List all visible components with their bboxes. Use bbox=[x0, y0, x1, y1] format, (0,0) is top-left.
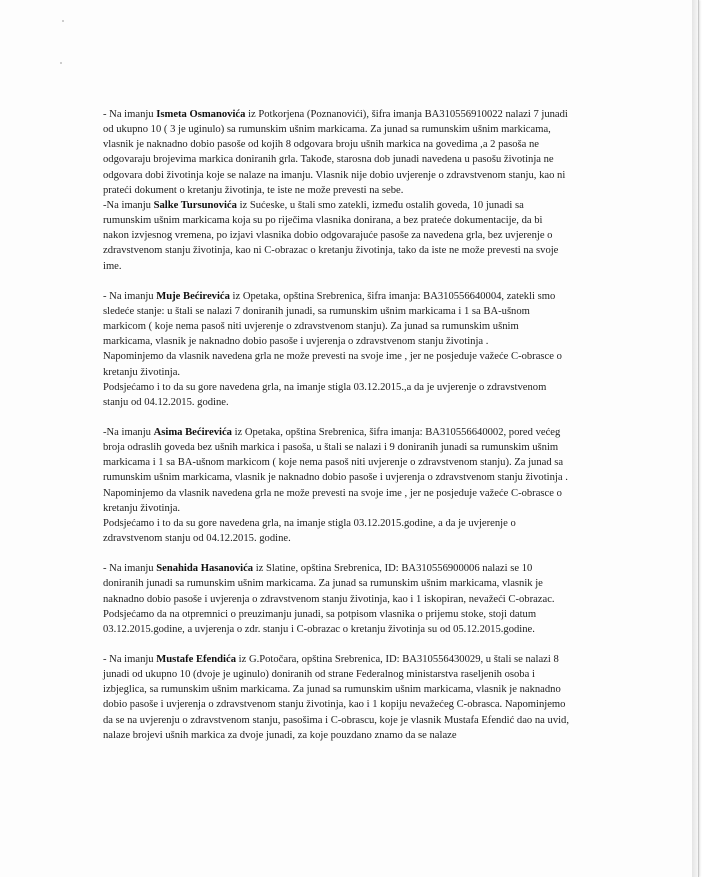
paragraph-gap bbox=[103, 546, 571, 561]
paragraph-asim-becirevic bbox=[103, 425, 571, 486]
paragraph-lead: - Na imanju bbox=[103, 290, 157, 302]
paragraph-efendic bbox=[103, 652, 571, 743]
paragraph-lead: - Na imanju bbox=[103, 109, 157, 120]
paragraph-note: Napominjemo da vlasnik navedena grla ne može prevesti na svoje ime , jer ne posjeduje važeće C-obrasce o kretanju životinja. bbox=[103, 487, 562, 514]
owner-name: Mustafe Efendića bbox=[156, 654, 236, 665]
owner-name: Salke Tursunovića bbox=[153, 199, 237, 211]
scan-speck bbox=[62, 20, 64, 22]
paragraph-lead: - Na imanju bbox=[103, 654, 157, 665]
paragraph-text: iz G.Potočara, opština Srebrenica, ID: BA310556430029, u štali se nalazi 8 junadi od ukupno 10 (dvoje je uginulo) doniranih od strane Federalnog ministarstva raseljenih osoba i izbjeglica, sa rumunskim ušnim markicama. Za junad sa rumunskim ušnim markicama, vlasnik je naknadno dobio pasoše i uvjerenja o zdravstvenom stanju životinja, kao i 1 kopiju nevažećeg C-obrasca. Napominjemo da se na uvjerenju o zdravstvenom stanju, pasošima i C-obrascu, koje je vlasnik Mustafa Efendić dao na uvid, nalaze brojevi ušnih markica za dvoje junadi, za koje pouzdano znamo da se nalaze bbox=[103, 654, 570, 741]
paragraph-lead: -Na imanju bbox=[103, 199, 154, 211]
page-edge-shadow bbox=[692, 0, 698, 877]
owner-name: Ismeta Osmanovića bbox=[156, 109, 246, 120]
paragraph-text: iz Slatine, opština Srebrenica, ID: BA310556900006 nalazi se 10 doniranih junadi sa rumunskim ušnim markicama. Za junad sa rumunskim ušnim markicama, vlasnik je naknadno dobio pasoše i uvjerenja o zdravstvenom stanju životinja, kao i 1 iskopiran, nevažeći C-obrazac. bbox=[103, 563, 555, 605]
paragraph-gap bbox=[103, 274, 571, 289]
paragraph-note: Podsjećamo i to da su gore navedena grla, na imanje stigla 03.12.2015.,a da je uvjerenje o zdravstvenom stanju od 04.12.2015. godine. bbox=[103, 381, 547, 408]
paragraph-gap bbox=[103, 410, 571, 425]
paragraph-text: iz Opetaka, opština Srebrenica, šifra imanja: BA310556640004, zatekli smo sledeće stanje: u štali se nalazi 7 doniranih junadi, sa rumunskim ušnim markicama i 1 sa BA-ušnom markicom ( koje nema pasoš niti uvjerenje o zdravstvenom stanju). Za junad sa rumunskim ušnim markicama, vlasnik je naknadno dobio pasoše i uvjerenja o zdravstvenom stanju životinja . bbox=[103, 290, 556, 348]
document-body bbox=[103, 107, 571, 743]
paragraph-lead: -Na imanju bbox=[103, 426, 154, 438]
paragraph-note: Podsjećamo da na otpremnici o preuzimanju junadi, sa potpisom vlasnika o prijemu stoke, stoji datum 03.12.2015.godine, a uvjerenja o zdr. stanju i C-obrazac o kretanju životinja su od 05.12.2015.godine. bbox=[103, 608, 537, 635]
paragraph-muje-becirevic bbox=[103, 289, 571, 350]
paragraph-note: Napominjemo da vlasnik navedena grla ne može prevesti na svoje ime , jer ne posjeduje važeće C-obrasce o kretanju životinja. bbox=[103, 351, 562, 378]
owner-name: Muje Bećirevića bbox=[156, 290, 230, 302]
paragraph-gap bbox=[103, 637, 571, 652]
owner-name: Senahida Hasanovića bbox=[156, 563, 254, 575]
paragraph-text: iz Potkorjena (Poznanovići), šifra imanja BA310556910022 nalazi 7 junadi od ukupno 10 ( 3 je uginulo) sa rumunskim ušnim markicama. Za junad sa rumunskim ušnim markicama, vlasnik je naknadno dobio pasoše od kojih 8 odgovara broju ušnih markica na govedima ,a 2 pasoša ne odgovaraju brojevima markica doniranih grla. Takođe, starosna dob junadi navedena u pasošu životinja ne odgovara dobi životinja koje se nalaze na imanju. Vlasnik nije dobio uvjerenje o zdravstvenom stanju, kao ni prateći dokument o kretanju životinja, te iste ne može prevesti na sebe. bbox=[103, 109, 568, 196]
scan-speck bbox=[60, 62, 62, 64]
paragraph-tursunovic bbox=[103, 198, 571, 274]
owner-name: Asima Bećirevića bbox=[153, 426, 232, 438]
paragraph-note: Podsjećamo i to da su gore navedena grla, na imanje stigla 03.12.2015.godine, a da je uvjerenje o zdravstvenom stanju od 04.12.2015. godine. bbox=[103, 517, 516, 545]
paragraph-text: iz Sućeske, u štali smo zatekli, između ostalih goveda, 10 junadi sa rumunskim ušnim markicama koja su po riječima vlasnika donirana, a bez prateće dokumentacije, da bi nakon izvjesnog vremena, po izjavi vlasnika dobio odgovarajuće pasoše za navedena grla, bez uvjerenje o zdravstvenom stanju životinja, kao ni C-obrazac o kretanju životinja, tako da iste ne može prevesti na svoje ime. bbox=[103, 199, 559, 272]
paragraph-hasanovic bbox=[103, 561, 571, 606]
paragraph-text: iz Opetaka, opština Srebrenica, šifra imanja: BA310556640002, pored većeg broja odraslih goveda bez ušnih markica i pasoša, u štali se nalazi i 9 doniranih junadi sa rumunskim ušnim markicama i 1 sa BA-ušnom markicom ( koje nema pasoš niti uvjerenje o zdravstvenom stanju). Za junad sa rumunskim ušnim markicama, vlasnik je naknadno dobio pasoše i uvjerenja o zdravstvenom stanju životinja . bbox=[103, 426, 568, 484]
paragraph-lead: - Na imanju bbox=[103, 563, 157, 575]
paragraph-osmanovic bbox=[103, 107, 571, 198]
